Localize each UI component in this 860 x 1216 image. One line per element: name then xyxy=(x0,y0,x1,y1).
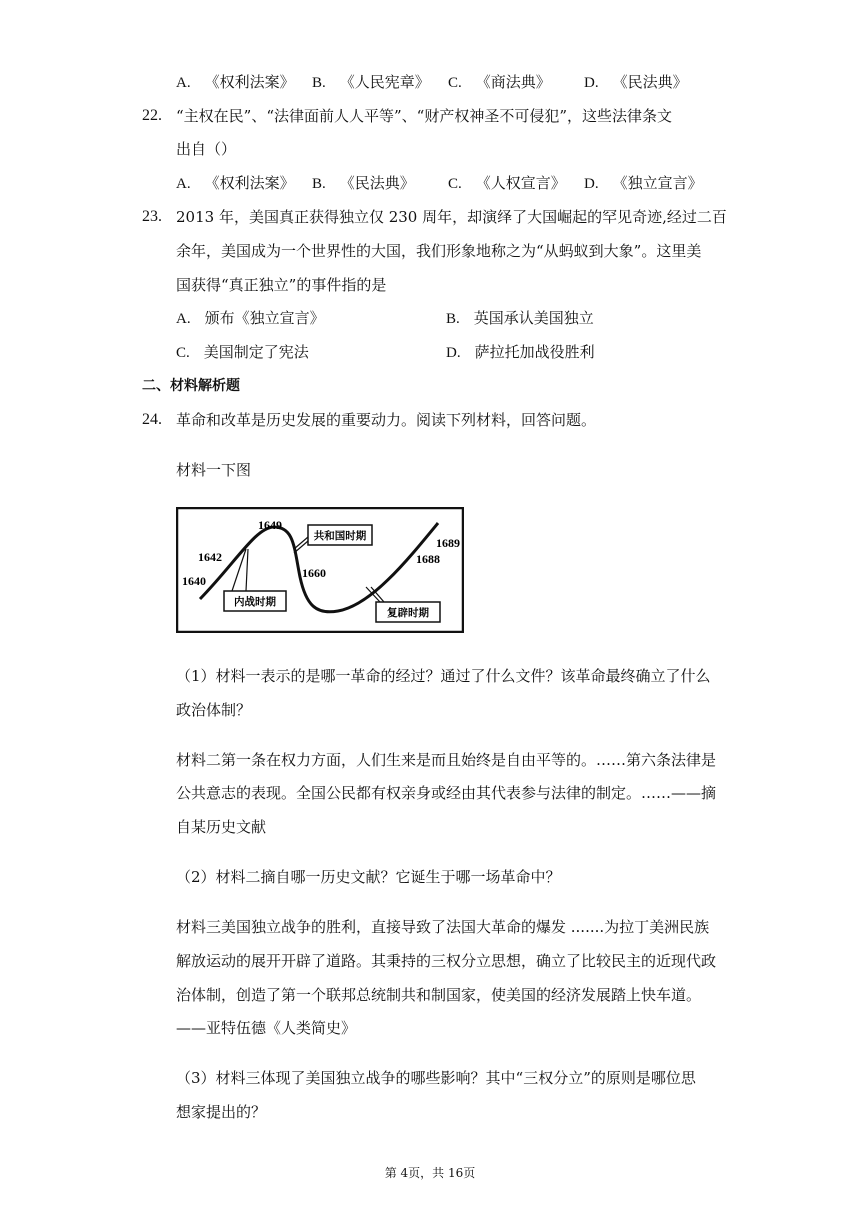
year-1640: 1640 xyxy=(182,574,206,588)
label-civil-war-period: 内战时期 xyxy=(234,596,276,608)
question-text: 余年，美国成为一个世界性的大国，我们形象地称之为“从蚂蚁到大象”。这里美 xyxy=(176,242,702,260)
question-text: 革命和改革是历史发展的重要动力。阅读下列材料，回答问题。 xyxy=(176,411,597,429)
sub-question: 想家提出的？ xyxy=(176,1103,267,1121)
label-restoration-period: 复辟时期 xyxy=(387,607,429,619)
question-text: 2013 年，美国真正获得独立仅 230 周年，却演绎了大国崛起的罕见奇迹,经过二百 xyxy=(176,208,727,226)
question-number: 22. xyxy=(142,107,162,124)
option-a: A. 颁布《独立宣言》 xyxy=(176,309,325,327)
prev-option-d: D. 《民法典》 xyxy=(584,73,688,91)
revolution-timeline-figure xyxy=(176,507,464,633)
prev-option-c: C. 《商法典》 xyxy=(448,73,551,91)
sub-question: 政治体制？ xyxy=(176,701,252,719)
question-text: 出自（） xyxy=(176,140,237,158)
label-republic-period: 共和国时期 xyxy=(313,530,367,542)
material-text: 公共意志的表现。全国公民都有权亲身或经由其代表参与法律的制定。……——摘 xyxy=(176,784,717,802)
question-number: 23. xyxy=(142,208,162,225)
option-c: C. 美国制定了宪法 xyxy=(176,343,309,361)
sub-question: （3）材料三体现了美国独立战争的哪些影响？其中“三权分立”的原则是哪位思 xyxy=(176,1069,696,1087)
option-d: D. 《独立宣言》 xyxy=(584,174,703,192)
material-text: 自某历史文献 xyxy=(176,818,267,836)
year-1649: 1649 xyxy=(258,518,282,532)
sub-question: （1）材料一表示的是哪一革命的经过？通过了什么文件？该革命最终确立了什么 xyxy=(176,667,711,685)
prev-option-a: A. 《权利法案》 xyxy=(176,73,295,91)
option-b: B. 英国承认美国独立 xyxy=(446,309,594,327)
material-text: 解放运动的展开开辟了道路。其秉持的三权分立思想，确立了比较民主的近现代政 xyxy=(176,952,717,970)
option-a: A. 《权利法案》 xyxy=(176,174,295,192)
question-text: “主权在民”、“法律面前人人平等”、“财产权神圣不可侵犯”，这些法律条文 xyxy=(176,107,673,125)
sub-question: （2）材料二摘自哪一历史文献？它诞生于哪一场革命中？ xyxy=(176,868,561,886)
question-text: 国获得“真正独立”的事件指的是 xyxy=(176,276,387,294)
prev-option-b: B. 《人民宪章》 xyxy=(312,73,430,91)
year-1688: 1688 xyxy=(416,552,440,566)
material-text: 材料二第一条在权力方面，人们生来是而且始终是自由平等的。……第六条法律是 xyxy=(176,751,717,769)
material-text: ——亚特伍德《人类简史》 xyxy=(176,1019,357,1037)
page-footer: 第 4页，共 16页 xyxy=(384,1166,476,1180)
option-d: D. 萨拉托加战役胜利 xyxy=(446,343,595,361)
option-c: C. 《人权宣言》 xyxy=(448,174,566,192)
material-text: 材料三美国独立战争的胜利，直接导致了法国大革命的爆发 .......为拉丁美洲民族 xyxy=(176,918,710,936)
year-1642: 1642 xyxy=(198,550,222,564)
option-b: B. 《民法典》 xyxy=(312,174,415,192)
year-1689: 1689 xyxy=(436,536,460,550)
section-heading: 二、材料解析题 xyxy=(142,378,240,394)
material-text: 治体制，创造了第一个联邦总统制共和制国家，使美国的经济发展踏上快车道。 xyxy=(176,986,702,1004)
question-number: 24. xyxy=(142,411,162,428)
material-title: 材料一下图 xyxy=(176,461,252,479)
year-1660: 1660 xyxy=(302,566,326,580)
